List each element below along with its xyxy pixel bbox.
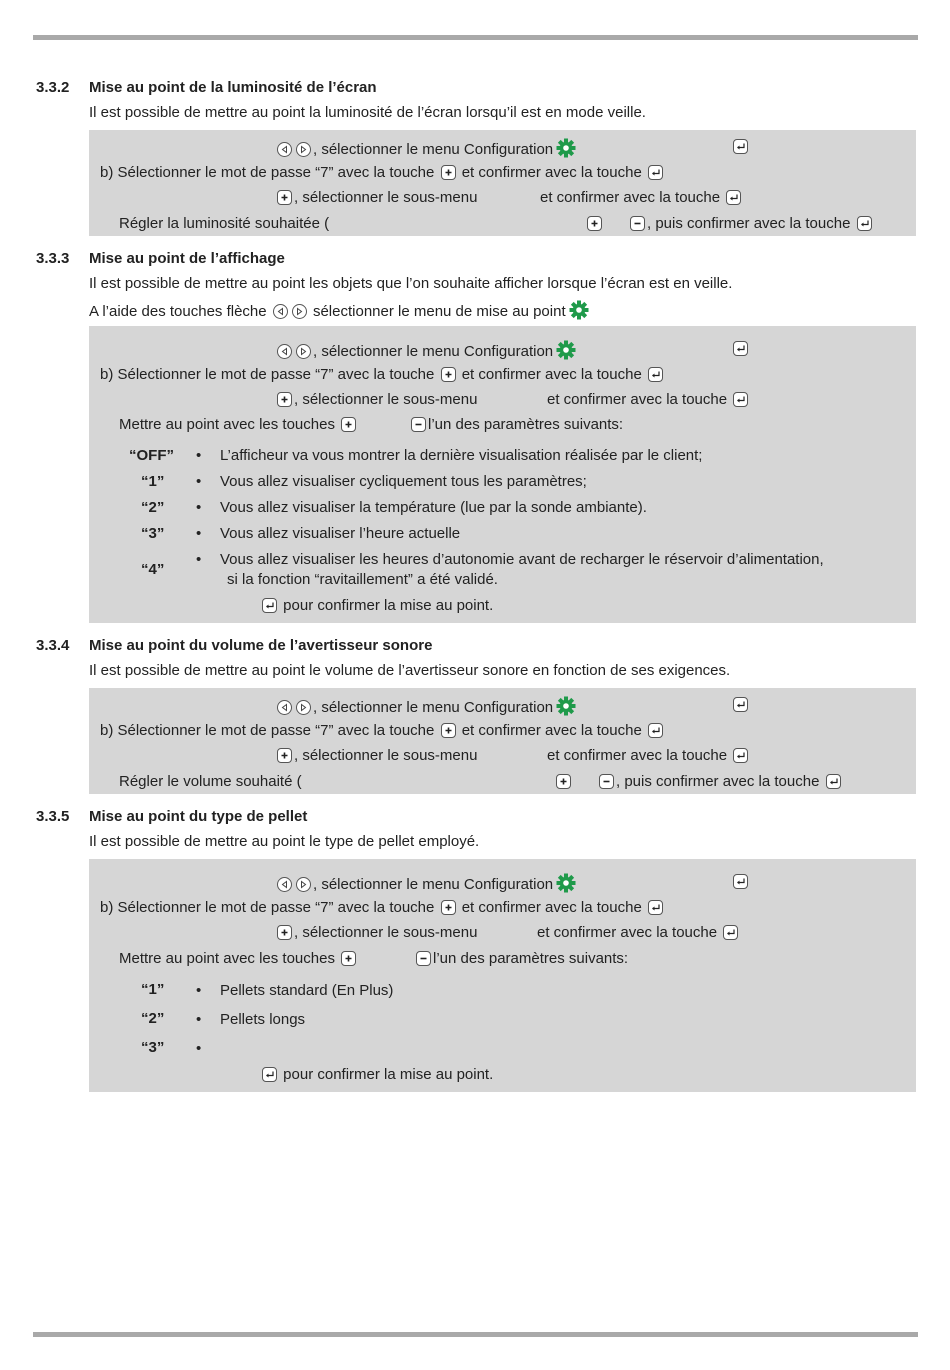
plus-key-icon xyxy=(277,392,292,407)
step-text: , sélectionner le sous-menu xyxy=(294,924,478,941)
step-text: et confirmer avec la touche xyxy=(540,189,721,206)
step-text: Régler le volume souhaité ( xyxy=(119,773,302,790)
enter-key-icon xyxy=(826,774,841,789)
enter-key-icon xyxy=(262,598,277,613)
bottom-rule xyxy=(33,1332,918,1337)
enter-key-icon xyxy=(726,190,741,205)
plus-key-icon xyxy=(441,367,456,382)
enter-key-icon xyxy=(648,165,663,180)
bullet: • xyxy=(196,473,202,490)
bullet: • xyxy=(196,499,202,516)
step-text: , sélectionner le menu Configuration xyxy=(313,699,554,716)
instruction-box xyxy=(89,859,916,1092)
bullet: • xyxy=(196,982,202,999)
step-text: , sélectionner le sous-menu xyxy=(294,189,478,206)
section-number: 3.3.3 xyxy=(36,250,70,267)
option-key: “2” xyxy=(141,1010,165,1027)
section-title: Mise au point du type de pellet xyxy=(89,808,308,825)
section-number: 3.3.4 xyxy=(36,637,70,654)
arrow-left-icon xyxy=(273,304,288,319)
step-text: et confirmer avec la touche xyxy=(547,747,728,764)
plus-key-icon xyxy=(341,417,356,432)
section-intro-2 xyxy=(89,300,589,325)
enter-key-icon xyxy=(733,697,748,712)
arrow-right-icon xyxy=(296,877,311,892)
arrow-left-icon xyxy=(277,700,292,715)
option-text: si la fonction “ravitaillement” a été validé. xyxy=(227,571,498,588)
step-text: , sélectionner le menu Configuration xyxy=(313,343,554,360)
instruction-box xyxy=(89,326,916,623)
step-text: , puis confirmer avec la touche xyxy=(616,773,820,790)
arrow-right-icon xyxy=(296,142,311,157)
option-text: L’afficheur va vous montrer la dernière visualisation réalisée par le client; xyxy=(220,447,703,464)
minus-key-icon xyxy=(416,951,431,966)
section-title: Mise au point de la luminosité de l’écran xyxy=(89,79,377,96)
gear-icon xyxy=(569,300,589,325)
option-text: Pellets standard (En Plus) xyxy=(220,982,394,999)
step-text: b) Sélectionner le mot de passe “7” avec la touche xyxy=(100,366,435,383)
section-number: 3.3.5 xyxy=(36,808,70,825)
step-text: Mettre au point avec les touches xyxy=(119,416,335,433)
plus-key-icon xyxy=(441,900,456,915)
arrow-right-icon xyxy=(296,700,311,715)
gear-icon xyxy=(556,696,576,721)
bullet: • xyxy=(196,447,202,464)
plus-key-icon xyxy=(441,165,456,180)
plus-key-icon xyxy=(341,951,356,966)
option-key: “3” xyxy=(141,525,165,542)
step-text: et confirmer avec la touche xyxy=(537,924,718,941)
intro-text: A l’aide des touches flèche xyxy=(89,303,267,320)
option-key: “OFF” xyxy=(129,447,174,464)
enter-key-icon xyxy=(733,139,748,154)
confirm-text: pour confirmer la mise au point. xyxy=(283,597,494,614)
intro-text: sélectionner le menu de mise au point xyxy=(312,303,566,320)
arrow-left-icon xyxy=(277,344,292,359)
bullet: • xyxy=(196,551,202,568)
option-key: “1” xyxy=(141,981,165,998)
step-text: , sélectionner le menu Configuration xyxy=(313,876,554,893)
gear-icon xyxy=(556,138,576,163)
bullet: • xyxy=(196,1011,202,1028)
enter-key-icon xyxy=(648,900,663,915)
gear-icon xyxy=(556,340,576,365)
plus-key-icon xyxy=(277,748,292,763)
step-text: , sélectionner le sous-menu xyxy=(294,391,478,408)
plus-key-icon xyxy=(277,190,292,205)
enter-key-icon xyxy=(733,874,748,889)
option-text: Vous allez visualiser les heures d’autonomie avant de recharger le réservoir d’alimentation, xyxy=(220,551,824,568)
option-text: Vous allez visualiser cycliquement tous les paramètres; xyxy=(220,473,587,490)
section-number: 3.3.2 xyxy=(36,79,70,96)
enter-key-icon xyxy=(262,1067,277,1082)
plus-key-icon xyxy=(587,216,602,231)
step-text: et confirmer avec la touche xyxy=(547,391,728,408)
enter-key-icon xyxy=(733,341,748,356)
option-text: Vous allez visualiser l’heure actuelle xyxy=(220,525,461,542)
enter-key-icon xyxy=(733,748,748,763)
section-intro: Il est possible de mettre au point les objets que l’on souhaite afficher lorsque l’écran est en veille. xyxy=(89,275,733,292)
step-text: , puis confirmer avec la touche xyxy=(647,215,851,232)
step-text: l’un des paramètres suivants: xyxy=(428,416,624,433)
arrow-left-icon xyxy=(277,877,292,892)
confirm-text: pour confirmer la mise au point. xyxy=(283,1066,494,1083)
instruction-box xyxy=(89,688,916,794)
step-text: , sélectionner le menu Configuration xyxy=(313,141,554,158)
option-text: Pellets longs xyxy=(220,1011,306,1028)
plus-key-icon xyxy=(441,723,456,738)
option-key: “1” xyxy=(141,473,165,490)
step-text: et confirmer avec la touche xyxy=(461,366,642,383)
top-rule xyxy=(33,35,918,40)
option-key: “4” xyxy=(141,561,165,578)
step-text: et confirmer avec la touche xyxy=(461,899,642,916)
step-text: Régler la luminosité souhaitée ( xyxy=(119,215,330,232)
enter-key-icon xyxy=(857,216,872,231)
step-text: et confirmer avec la touche xyxy=(461,722,642,739)
section-intro: Il est possible de mettre au point le volume de l’avertisseur sonore en fonction de ses exigences. xyxy=(89,662,731,679)
enter-key-icon xyxy=(723,925,738,940)
step-text: Mettre au point avec les touches xyxy=(119,950,335,967)
step-text: b) Sélectionner le mot de passe “7” avec la touche xyxy=(100,899,435,916)
minus-key-icon xyxy=(411,417,426,432)
arrow-right-icon xyxy=(296,344,311,359)
gear-icon xyxy=(556,873,576,898)
option-key: “3” xyxy=(141,1039,165,1056)
section-title: Mise au point de l’affichage xyxy=(89,250,285,267)
step-text: et confirmer avec la touche xyxy=(461,164,642,181)
plus-key-icon xyxy=(277,925,292,940)
enter-key-icon xyxy=(648,723,663,738)
plus-key-icon xyxy=(556,774,571,789)
step-text: l’un des paramètres suivants: xyxy=(433,950,629,967)
section-intro: Il est possible de mettre au point le type de pellet employé. xyxy=(89,833,480,850)
option-key: “2” xyxy=(141,499,165,516)
option-text: Vous allez visualiser la température (lue par la sonde ambiante). xyxy=(220,499,647,516)
arrow-left-icon xyxy=(277,142,292,157)
section-title: Mise au point du volume de l’avertisseur sonore xyxy=(89,637,433,654)
enter-key-icon xyxy=(733,392,748,407)
bullet: • xyxy=(196,525,202,542)
step-text: b) Sélectionner le mot de passe “7” avec la touche xyxy=(100,722,435,739)
instruction-box xyxy=(89,130,916,236)
enter-key-icon xyxy=(648,367,663,382)
bullet: • xyxy=(196,1040,202,1057)
arrow-right-icon xyxy=(292,304,307,319)
step-text: , sélectionner le sous-menu xyxy=(294,747,478,764)
minus-key-icon xyxy=(599,774,614,789)
step-text: b) Sélectionner le mot de passe “7” avec la touche xyxy=(100,164,435,181)
section-intro: Il est possible de mettre au point la luminosité de l’écran lorsqu’il est en mode veille. xyxy=(89,104,646,121)
minus-key-icon xyxy=(630,216,645,231)
